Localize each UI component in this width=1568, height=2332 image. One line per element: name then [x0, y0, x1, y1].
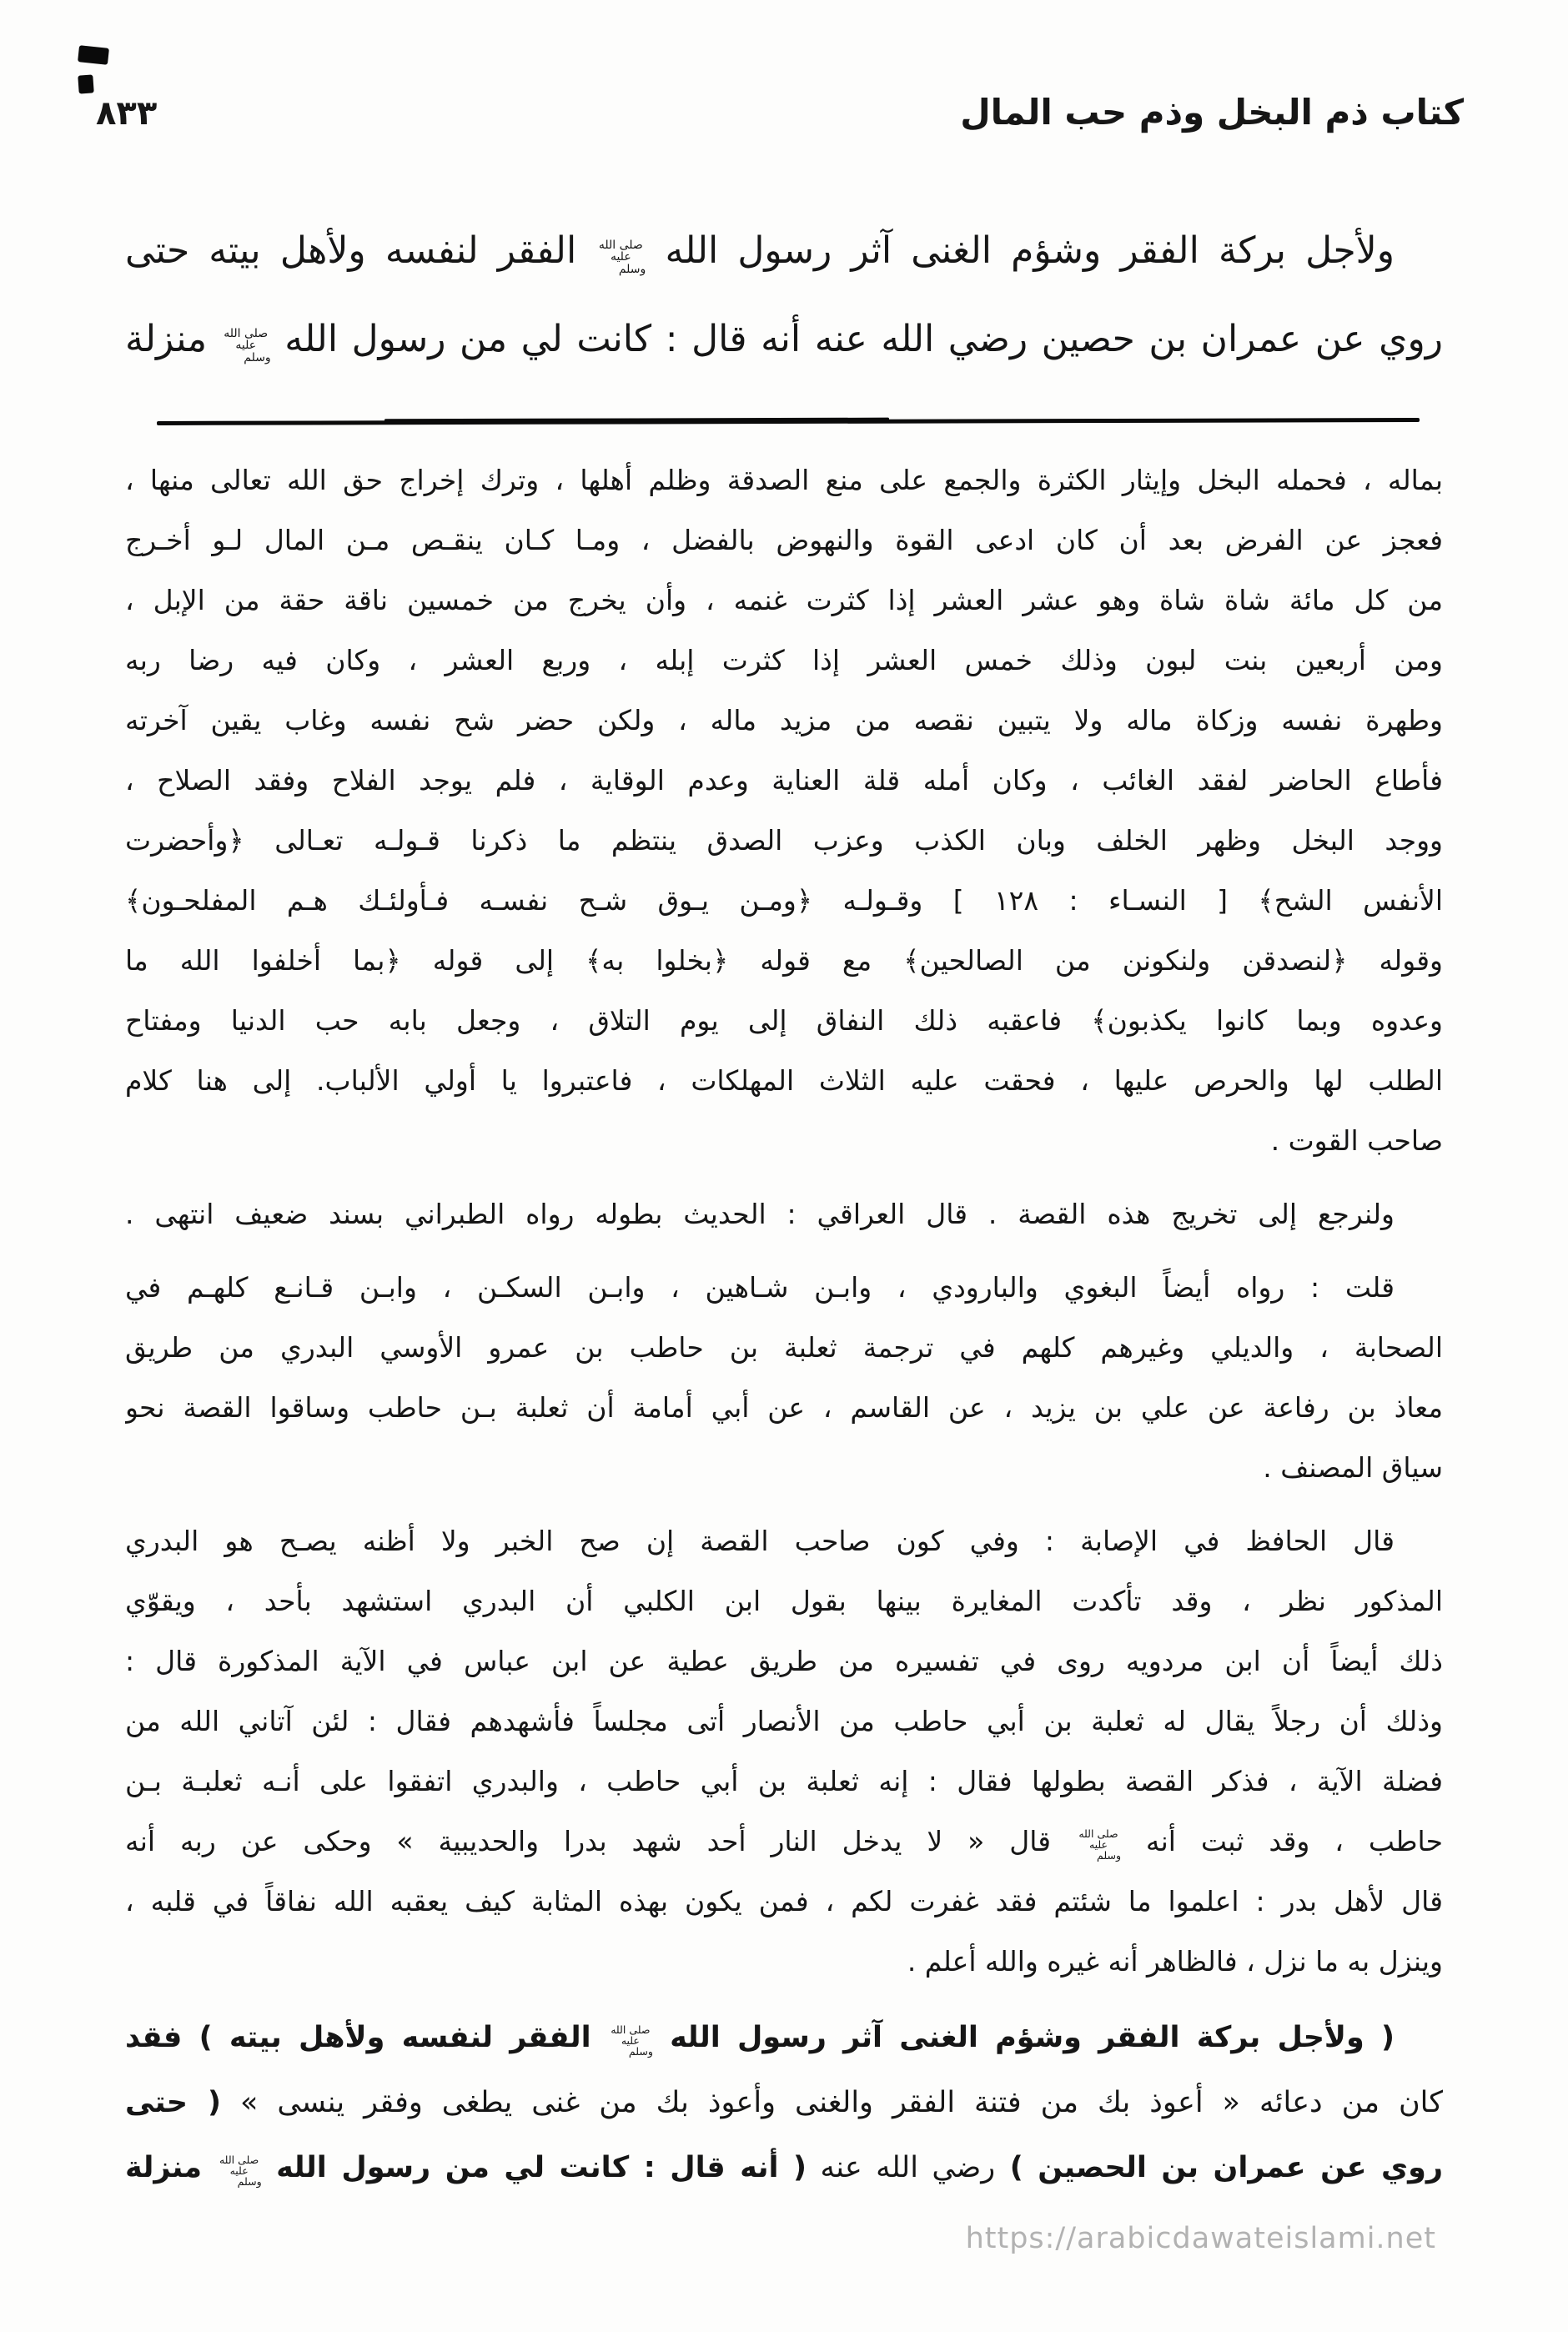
footnote-paragraph [125, 2005, 1443, 2200]
footnote-line [125, 1631, 1443, 1691]
footnote-line [125, 871, 1443, 931]
footnote-paragraph [125, 450, 1443, 1171]
footnote-line [125, 1872, 1443, 1932]
text-segment: وذلك أن رجلاً يقال له ثعلبة بن أبي حاطب من الأنصار أتى مجلساً فأشهدهم فقال : لئن آتاني الله من [125, 1705, 1443, 1737]
footnote-line [125, 1318, 1443, 1378]
footnote-line [125, 1184, 1443, 1244]
scan-edge-artifact [78, 74, 93, 93]
footnote-line [125, 1051, 1443, 1111]
page-header [96, 92, 1464, 133]
text-segment: ذلك أيضاً أن ابن مردويه روى في تفسيره من طريق عطية عن ابن عباس في الآية المذكورة قال : [125, 1645, 1443, 1677]
matn [125, 207, 1443, 384]
text-segment: حاطب ، وقد ثبت أنه [1120, 1825, 1443, 1857]
footnote-line [125, 1258, 1443, 1318]
matn-line [125, 207, 1443, 295]
text-segment: الطلب لها والحرص عليها ، فحقت عليه الثلاث المهلكات ، فاعتبروا يا أولي الألباب. إلى هنا كلام [125, 1064, 1443, 1097]
text-segment: فضلة الآية ، فذكر القصة بطولها فقال : إنه ثعلبة بن أبي حاطب ، والبدري اتفقوا على أنـه ثعلبـة بـن [125, 1765, 1443, 1797]
text-segment: وينزل به ما نزل ، فالظاهر أنه غيره والله أعلم . [907, 1945, 1443, 1978]
text-segment: وطهرة نفسه وزكاة ماله ولا يتبين نقصه من مزيد ماله ، ولكن حضر شح نفسه وغاب يقين آخرته [125, 704, 1443, 736]
text-segment: صاحب القوت . [1270, 1124, 1443, 1157]
text-segment: المذكور نظر ، وقد تأكدت المغايرة بينها بقول ابن الكلبي أن البدري استشهد بأحد ، ويقوّي [125, 1585, 1443, 1617]
footnote-line [125, 1438, 1443, 1498]
footnote-line [125, 2070, 1443, 2135]
watermark: https://arabicdawateislami.net [965, 2222, 1436, 2255]
footnote [125, 450, 1443, 2200]
footnote-paragraph [125, 1258, 1443, 1498]
text-segment: قلت : رواه أيضاً البغوي والبارودي ، وابـن شـاهين ، وابـن السكـن ، وابـن قـانـع كلهـم في [125, 1271, 1395, 1304]
footnote-line [125, 1571, 1443, 1631]
footnote-line [125, 1932, 1443, 1992]
text-segment: روي عن عمران بن حصين رضي الله عنه أنه قال : كانت لي من رسول الله [270, 318, 1443, 360]
footnote-line [125, 1752, 1443, 1812]
text-segment: ومن أربعين بنت لبون وذلك خمس العشر إذا كثرت إبله ، وربع العشر ، وكان فيه رضا ربه [125, 644, 1443, 676]
footnote-line [125, 1691, 1443, 1752]
footnote-paragraph [125, 1511, 1443, 1992]
text-segment: قال لأهل بدر : اعلموا ما شئتم فقد غفرت لكم ، فمن يكون بهذه المثابة كيف يعقبه الله نفاقاً في قلبه ، [125, 1885, 1443, 1917]
footnote-line [125, 450, 1443, 510]
saw-ligature: صلى الله عليه وسلم [611, 2023, 653, 2058]
scan-edge-artifact [78, 45, 109, 65]
text-segment: منزلة [125, 318, 221, 360]
text-segment: من كل مائة شاة شاة وهو عشر العشر إذا كثرت غنمه ، وأن يخرج من خمسين ناقة حقة من الإبل ، [125, 584, 1443, 616]
text-segment: بماله ، فحمله البخل وإيثار الكثرة والجمع على منع الصدقة وظلم أهلها ، وترك إخراج حق الله تعالى منها ، [125, 464, 1443, 496]
text-segment: قال « لا يدخل النار أحد شهد بدرا والحديبية » وحكى عن ربه أنه [125, 1825, 1076, 1857]
saw-ligature: صلى الله عليه وسلم [1078, 1827, 1121, 1862]
matn-line [125, 295, 1443, 384]
text-segment: الأنفس الشح﴾ [ النسـاء : ١٢٨ ] وقـولـه ﴿ومـن يـوق شـح نفسـه فـأولئـك هـم المفلحـون﴾ [125, 884, 1443, 917]
text-segment: سياق المصنف . [1263, 1451, 1443, 1484]
text-segment: فأطاع الحاضر لفقد الغائب ، وكان أمله قلة العناية وعدم الوقاية ، فلم يوجد الفلاح وفقد الصلاح ، [125, 764, 1443, 797]
text-segment: كان من دعائه « أعوذ بك من فتنة الفقر والغنى وأعوذ بك من غنى يطغى وفقر ينسى » [220, 2086, 1443, 2119]
footnote-line [125, 2135, 1443, 2200]
text-segment: ( ولأجل بركة الفقر وشؤم الغنى آثر رسول الله [652, 2021, 1395, 2054]
text-segment: رضي الله عنه [807, 2151, 996, 2184]
text-segment: ( أنه قال : كانت لي من رسول الله [261, 2151, 807, 2184]
footnote-line [125, 751, 1443, 811]
text-segment: وقوله ﴿لنصدقن ولنكونن من الصالحين﴾ مع قوله ﴿بخلوا به﴾ إلى قوله ﴿بما أخلفوا الله ما [125, 944, 1443, 977]
footnote-separator [157, 418, 1420, 425]
footnote-line [125, 811, 1443, 871]
chapter-title: كتاب ذم البخل وذم حب المال [960, 92, 1464, 133]
text-segment: ووجد البخل وظهر الخلف وبان الكذب وعزب الصدق ينتظم ما ذكرنا قـولـه تعـالى ﴿وأحضرت [125, 824, 1443, 857]
text-segment: الفقر لنفسه ولأهل بيته حتى [125, 229, 596, 272]
footnote-line [125, 631, 1443, 691]
text-segment: فعجز عن الفرض بعد أن كان ادعى القوة والنهوض بالفضل ، ومـا كـان ينقـص مـن المال لـو أخـرج [125, 524, 1443, 556]
footnote-line [125, 510, 1443, 570]
footnote-line [125, 570, 1443, 631]
text-segment: منزلة [125, 2151, 217, 2184]
footnote-line [125, 1111, 1443, 1171]
footnote-line [125, 1378, 1443, 1438]
footnote-line [125, 931, 1443, 991]
text-segment: وعدوه وبما كانوا يكذبون﴾ فاعقبه ذلك النفاق إلى يوم التلاق ، وجعل بابه حب الدنيا ومفتاح [125, 1004, 1443, 1037]
saw-ligature: صلى الله عليه وسلم [224, 326, 271, 364]
saw-ligature: صلى الله عليه وسلم [219, 2153, 262, 2188]
text-segment: معاذ بن رفاعة عن علي بن يزيد ، عن القاسم ، عن أبي أمامة أن ثعلبة بـن حاطب وساقوا القصة نحو [125, 1391, 1443, 1424]
text-segment: ولنرجع إلى تخريج هذه القصة . قال العراقي : الحديث بطوله رواه الطبراني بسند ضعيف انتهى . [125, 1198, 1395, 1230]
page-number: ٨٣٣ [96, 94, 158, 133]
text-segment: الصحابة ، والديلي وغيرهم كلهم في ترجمة ثعلبة بن حاطب بن عمرو الأوسي البدري من طريق [125, 1331, 1443, 1364]
text-segment: الفقر لنفسه ولأهل بيته ) فقد [125, 2021, 608, 2054]
footnote-line [125, 691, 1443, 751]
saw-ligature: صلى الله عليه وسلم [598, 238, 646, 276]
footnote-paragraph [125, 1184, 1443, 1244]
text-segment: ( حتى [125, 2086, 221, 2119]
text-segment: روي عن عمران بن الحصين ) [995, 2151, 1443, 2184]
footnote-line [125, 2005, 1443, 2070]
footnote-line [125, 1812, 1443, 1872]
text-segment: ولأجل بركة الفقر وشؤم الغنى آثر رسول الله [646, 229, 1395, 272]
footnote-line [125, 1511, 1443, 1571]
text-segment: قال الحافظ في الإصابة : وفي كون صاحب القصة إن صح الخبر ولا أظنه يصـح هو البدري [125, 1525, 1395, 1557]
footnote-line [125, 991, 1443, 1051]
